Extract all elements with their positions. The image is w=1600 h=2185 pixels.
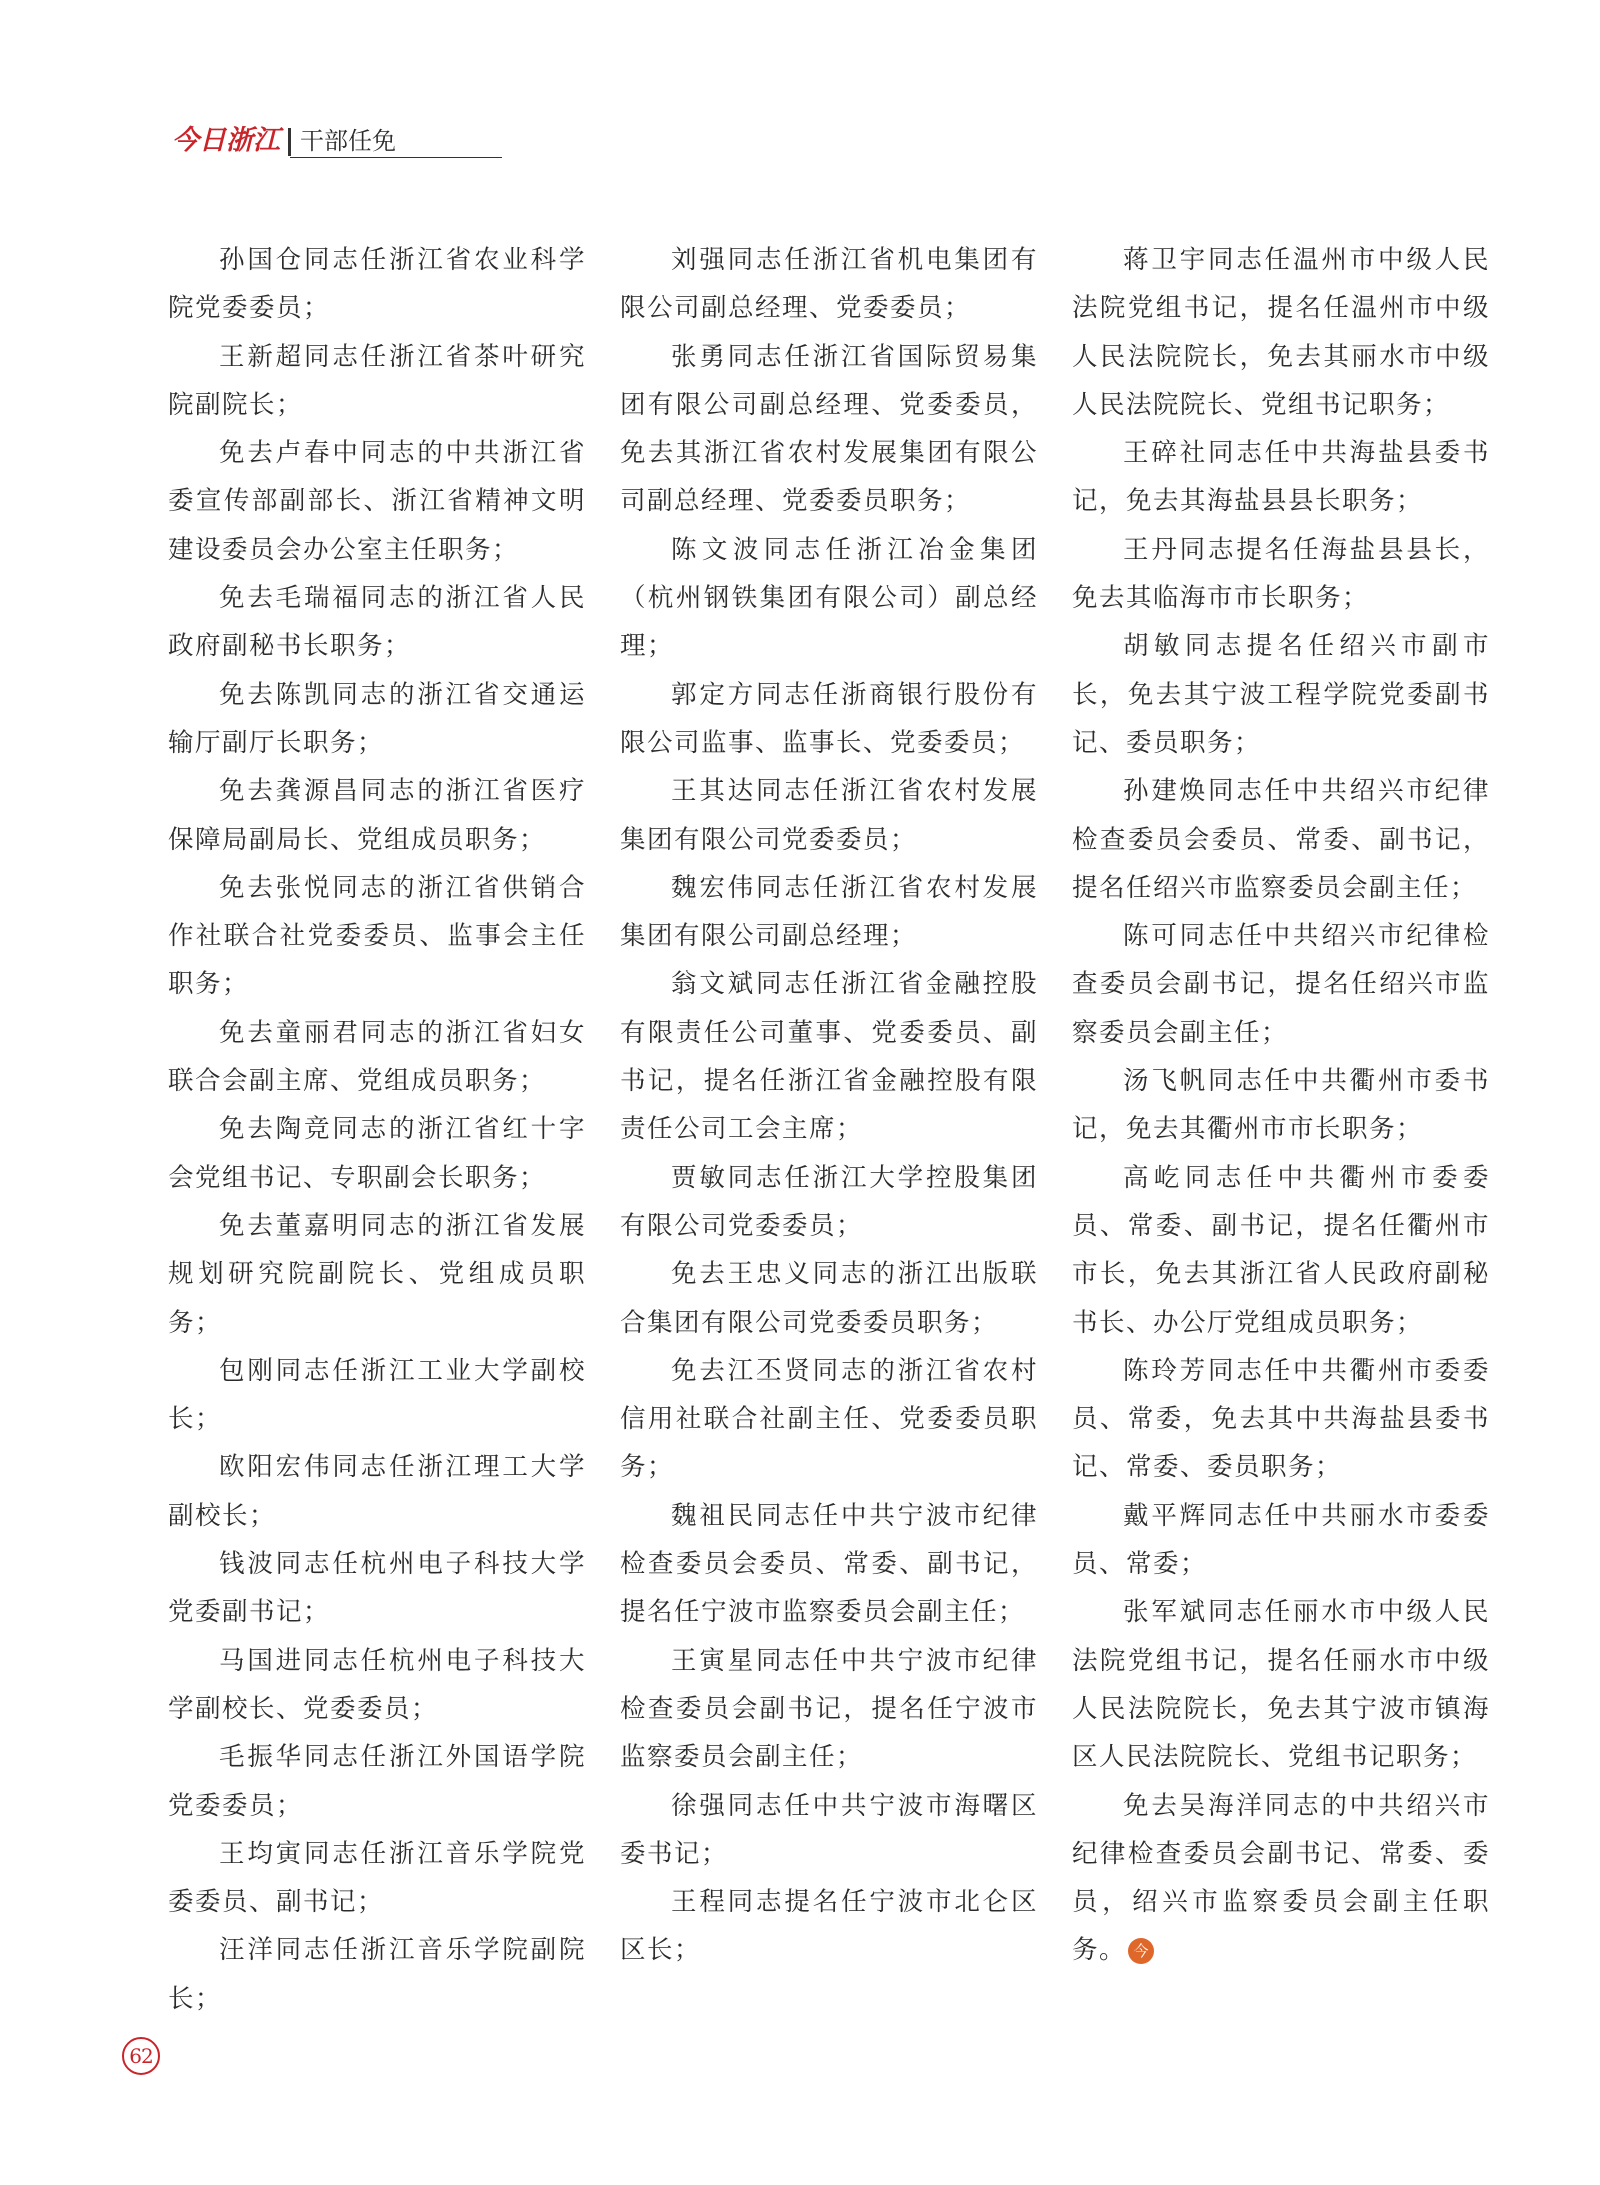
appointment-paragraph: 毛振华同志任浙江外国语学院党委委员； [168,1742,586,1821]
page-header [172,124,512,160]
page-number: 62 [122,2037,160,2075]
appointment-paragraph: 戴平辉同志任中共丽水市委委员、常委； [1072,1500,1490,1580]
appointment-paragraph: 张军斌同志任丽水市中级人民法院党组书记，提名任丽水市中级人民法院院长，免去其宁波市镇海区人民法院院长、党组书记职务； [1072,1597,1490,1773]
appointment-paragraph: 免去童丽君同志的浙江省妇女联合会副主席、党组成员职务； [168,1017,586,1097]
appointment-paragraph: 贾敏同志任浙江大学控股集团有限公司党委委员； [620,1162,1038,1241]
appointment-paragraph: 钱波同志任杭州电子科技大学党委副书记； [168,1549,586,1628]
appointment-paragraph: 王程同志提名任宁波市北仑区区长； [620,1887,1038,1966]
appointment-paragraph: 免去卢春中同志的中共浙江省委宣传部副部长、浙江省精神文明建设委员会办公室主任职务； [168,438,586,565]
appointment-paragraph: 免去陈凯同志的浙江省交通运输厅副厅长职务； [168,679,586,758]
appointment-paragraph: 刘强同志任浙江省机电集团有限公司副总经理、党委委员； [620,245,1038,324]
appointment-paragraph-last [1072,1782,1490,1975]
magazine-logo: 今日浙江 [172,125,280,156]
appointment-paragraph: 免去江丕贤同志的浙江省农村信用社联合社副主任、党委委员职务； [620,1355,1038,1483]
appointment-paragraph: 蒋卫宇同志任温州市中级人民法院党组书记，提名任温州市中级人民法院院长，免去其丽水市中级人民法院院长、党组书记职务； [1072,245,1490,420]
appointment-paragraph: 高屹同志任中共衢州市委委员、常委、副书记，提名任衢州市市长，免去其浙江省人民政府副秘书长、办公厅党组成员职务； [1072,1162,1490,1338]
appointment-paragraph: 翁文斌同志任浙江省金融控股有限责任公司董事、党委委员、副书记，提名任浙江省金融控股有限责任公司工会主席； [620,969,1038,1145]
appointment-paragraph: 马国进同志任杭州电子科技大学副校长、党委委员； [168,1645,586,1724]
appointment-paragraph: 欧阳宏伟同志任浙江理工大学副校长； [168,1452,586,1531]
appointment-paragraph: 免去王忠义同志的浙江出版联合集团有限公司党委委员职务； [620,1259,1038,1338]
appointment-paragraph: 孙建焕同志任中共绍兴市纪律检查委员会委员、常委、副书记，提名任绍兴市监察委员会副主任； [1072,776,1490,903]
appointment-paragraph: 徐强同志任中共宁波市海曙区委书记； [620,1790,1038,1869]
header-divider [288,128,291,156]
appointment-paragraph: 王碎社同志任中共海盐县委书记，免去其海盐县县长职务； [1072,438,1490,517]
text-column-3 [1072,236,1490,1975]
section-title: 干部任免 [300,127,396,155]
appointment-paragraph: 陈文波同志任浙江冶金集团（杭州钢铁集团有限公司）副总经理； [620,534,1038,662]
header-rule [290,157,502,158]
appointment-paragraph: 王均寅同志任浙江音乐学院党委委员、副书记； [168,1838,586,1918]
appointment-paragraph: 魏祖民同志任中共宁波市纪律检查委员会委员、常委、副书记，提名任宁波市监察委员会副主任； [620,1500,1038,1628]
appointment-paragraph: 陈可同志任中共绍兴市纪律检查委员会副书记，提名任绍兴市监察委员会副主任； [1072,921,1490,1048]
appointment-paragraph: 免去董嘉明同志的浙江省发展规划研究院副院长、党组成员职务； [168,1210,586,1338]
appointment-paragraph: 王丹同志提名任海盐县县长，免去其临海市市长职务； [1072,534,1490,614]
appointment-paragraph: 免去龚源昌同志的浙江省医疗保障局副局长、党组成员职务； [168,776,586,855]
appointment-paragraph: 张勇同志任浙江省国际贸易集团有限公司副总经理、党委委员，免去其浙江省农村发展集团有限公司副总经理、党委委员职务； [620,341,1038,517]
appointment-paragraph: 胡敏同志提名任绍兴市副市长，免去其宁波工程学院党委副书记、委员职务； [1072,631,1490,758]
text-column-2 [620,236,1038,1975]
text-column-1 [168,236,586,2023]
appointment-paragraph: 免去陶竞同志的浙江省红十字会党组书记、专职副会长职务； [168,1114,586,1193]
appointment-paragraph: 免去张悦同志的浙江省供销合作社联合社党委委员、监事会主任职务； [168,872,586,1000]
appointment-paragraph: 免去毛瑞福同志的浙江省人民政府副秘书长职务； [168,583,586,662]
appointment-paragraph: 汤飞帆同志任中共衢州市委书记，免去其衢州市市长职务； [1072,1066,1490,1145]
appointment-paragraph: 陈玲芳同志任中共衢州市委委员、常委，免去其中共海盐县委书记、常委、委员职务； [1072,1355,1490,1483]
paragraph-text: 免去吴海洋同志的中共绍兴市纪律检查委员会副书记、常委、委员，绍兴市监察委员会副主任职务。 [1072,1790,1490,1966]
appointment-paragraph: 王寅星同志任中共宁波市纪律检查委员会副书记，提名任宁波市监察委员会副主任； [620,1645,1038,1773]
appointment-paragraph: 包刚同志任浙江工业大学副校长； [168,1355,586,1435]
appointment-paragraph: 汪洋同志任浙江音乐学院副院长； [168,1935,586,2014]
appointment-paragraph: 魏宏伟同志任浙江省农村发展集团有限公司副总经理； [620,872,1038,952]
appointment-paragraph: 王其达同志任浙江省农村发展集团有限公司党委委员； [620,776,1038,855]
appointment-paragraph: 孙国仓同志任浙江省农业科学院党委委员； [168,245,586,324]
appointment-paragraph: 王新超同志任浙江省茶叶研究院副院长； [168,341,586,420]
appointment-paragraph: 郭定方同志任浙商银行股份有限公司监事、监事长、党委委员； [620,679,1038,758]
end-mark-icon: 今 [1128,1938,1154,1964]
